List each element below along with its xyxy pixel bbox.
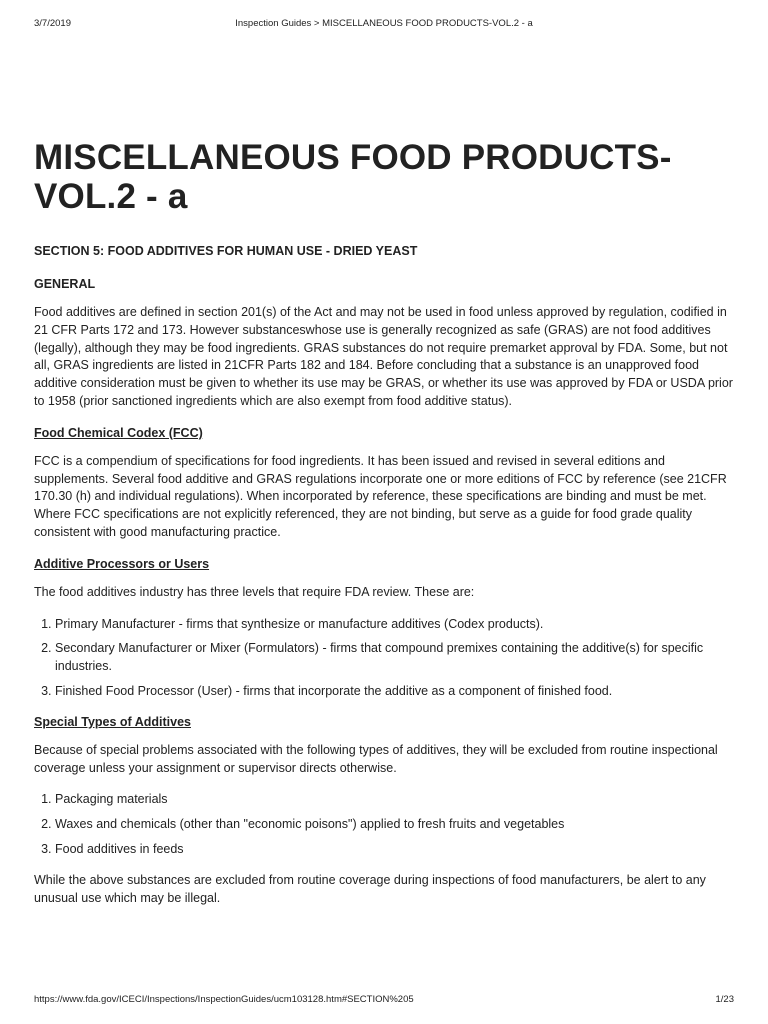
special-intro: Because of special problems associated with the following types of additives, they will be excluded from routine inspectional coverage unless your assignment or supervisor directs otherwise. <box>34 742 718 775</box>
print-url: https://www.fda.gov/ICECI/Inspections/InspectionGuides/ucm103128.htm#SECTION%205 <box>34 994 414 1005</box>
list-item: 3. Food additives in feeds <box>55 841 736 859</box>
list-item: 1. Primary Manufacturer - firms that synthesize or manufacture additives (Codex products). <box>55 616 736 634</box>
section-title: SECTION 5: FOOD ADDITIVES FOR HUMAN USE - DRIED YEAST <box>34 244 418 258</box>
print-page-title: Inspection Guides > MISCELLANEOUS FOOD PRODUCTS-VOL.2 - a <box>235 18 533 29</box>
document-content <box>34 138 736 921</box>
special-heading: Special Types of Additives <box>34 714 191 729</box>
print-header <box>34 18 734 32</box>
list-item: 3. Finished Food Processor (User) - firms that incorporate the additive as a component of finished food. <box>55 683 736 701</box>
special-list <box>34 791 736 858</box>
list-item: 1. Packaging materials <box>55 791 736 809</box>
page-title: MISCELLANEOUS FOOD PRODUCTS-VOL.2 - a <box>34 138 672 216</box>
print-date: 3/7/2019 <box>34 18 71 29</box>
fcc-heading: Food Chemical Codex (FCC) <box>34 425 203 440</box>
closing-paragraph: While the above substances are excluded from routine coverage during inspections of food manufacturers, be alert to any unusual use which may be illegal. <box>34 872 706 905</box>
list-item: 2. Waxes and chemicals (other than "economic poisons") applied to fresh fruits and vegetables <box>55 816 736 834</box>
processors-heading: Additive Processors or Users <box>34 556 210 571</box>
general-paragraph: Food additives are defined in section 201(s) of the Act and may not be used in food unless approved by regulation, codified in 21 CFR Parts 172 and 173. However substanceswhose use is generally recognized as safe (GRAS) are not food additives (legally), although they may be food ingredients. GRAS substances do not require premarket approval by FDA. Some, but not all, GRAS ingredients are listed in 21CFR Parts 182 and 184. Before concluding that a substance is an unapproved food additive consideration must be given to whether its use may be GRAS, or whether its use was approved by FDA or USDA prior to 1958 (prior sanctioned ingredients which are also exempt from food additive status). <box>34 305 733 408</box>
list-item: 2. Secondary Manufacturer or Mixer (Formulators) - firms that compound premixes containing the additive(s) for specific industries. <box>55 640 736 676</box>
processors-list <box>34 616 736 701</box>
print-footer <box>34 994 734 1008</box>
page-indicator: 1/23 <box>715 994 734 1005</box>
processors-intro: The food additives industry has three levels that require FDA review. These are: <box>34 584 475 599</box>
fcc-paragraph: FCC is a compendium of specifications for food ingredients. It has been issued and revised in several editions and supplements. Several food additive and GRAS regulations incorporate one or more editions of FCC by reference (see 21CFR 170.30 (h) and individual regulations). When incorporated by reference, these specifications are binding and must be met. Where FCC specifications are not explicitly referenced, they are not binding, but serve as a guide for food grade quality consistent with good manufacturing practice. <box>34 453 727 539</box>
general-heading: GENERAL <box>34 277 96 291</box>
